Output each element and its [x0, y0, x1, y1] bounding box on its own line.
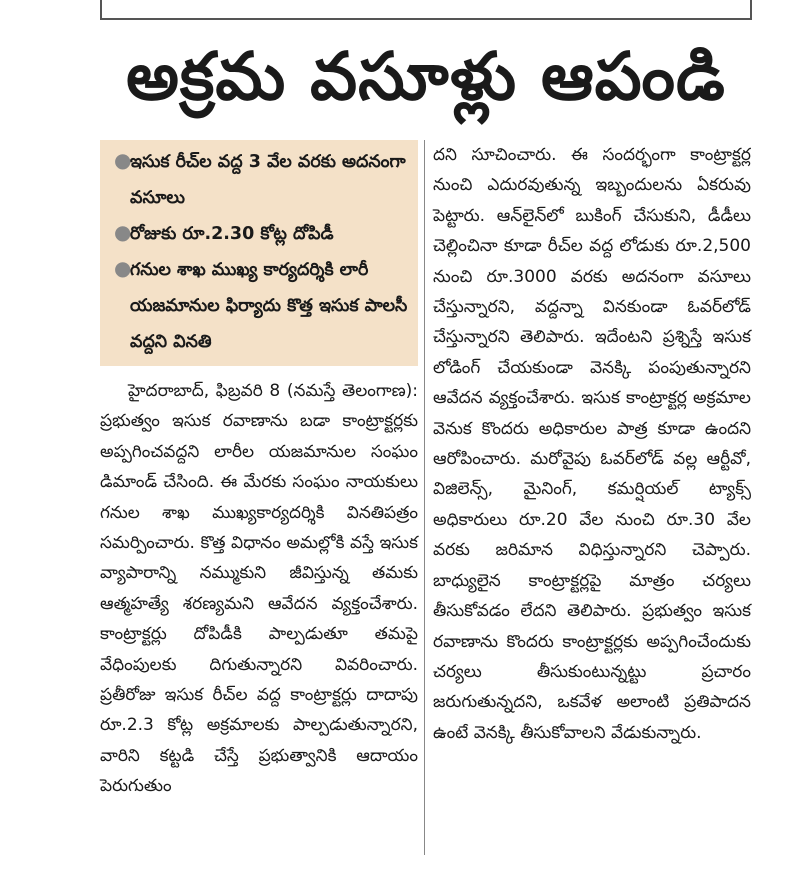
left-column — [100, 140, 418, 802]
right-column — [433, 140, 751, 748]
highlight-text: రోజుకు రూ.2.30 కోట్ల దోపిడీ — [130, 224, 334, 244]
highlight-text: ఇసుక రీచ్‌ల వద్ద 3 వేల వరకు అదనంగా వసూలు — [130, 152, 406, 208]
article-body-right: దని సూచించారు. ఈ సందర్భంగా కాంట్రాక్టర్ల నుంచి ఎదురవుతున్న ఇబ్బందులను ఏకరువు పెట్టారు. ఆన్‌లైన్‌లో బుకింగ్ చేసుకుని, డీడీలు చెల్లించినా కూడా రీచ్‌ల వద్ద లోడుకు రూ.2,500 నుంచి రూ.3000 వరకు అదనంగా వసూలు చేస్తున్నారని, వద్దన్నా వినకుండా ఓవర్‌లోడ్ చేస్తున్నారని తెలిపారు. ఇదేంటని ప్రశ్నిస్తే ఇసుక లోడింగ్ చేయకుండా వెనక్కి పంపుతున్నారని ఆవేదన వ్యక్తంచేశారు. ఇసుక కాంట్రాక్టర్ల అక్రమాల వెనుక కొందరు అధికారుల పాత్ర కూడా ఉందని ఆరోపించారు. మరోవైపు ఓవర్‌లోడ్ వల్ల ఆర్టీవో, విజిలెన్స్, మైనింగ్, కమర్షియల్ ట్యాక్స్ అధికారులు రూ.20 వేల నుంచి రూ.30 వేల వరకు జరిమాన విధిస్తున్నారని చెప్పారు. బాధ్యులైన కాంట్రాక్టర్లపై మాత్రం చర్యలు తీసుకోవడం లేదని తెలిపారు. ప్రభుత్వం ఇసుక రవాణాను కొందరు కాంట్రాక్టర్లకు అప్పగించేందుకు చర్యలు తీసుకుంటున్నట్టు ప్రచారం జరుగుతున్నదని, ఒకవేళ అలాంటి ప్రతిపాదన ఉంటే వెనక్కి తీసుకోవాలని వేడుకున్నారు. — [433, 145, 751, 743]
bullet-dot-icon: ● — [114, 256, 132, 280]
bullet-dot-icon: ● — [114, 220, 132, 244]
highlight-item — [114, 216, 412, 252]
highlight-text: గనుల శాఖ ముఖ్య కార్యదర్శికి లారీ యజమానుల ఫిర్యాదు కొత్త ఇసుక పాలసీ వద్దని వినతి — [130, 260, 408, 352]
frame-border — [100, 0, 752, 18]
highlight-item — [114, 144, 412, 216]
highlight-item — [114, 252, 412, 360]
top-rule — [100, 18, 752, 20]
highlights-box — [100, 140, 418, 366]
bullet-dot-icon: ● — [114, 148, 132, 172]
column-divider — [424, 140, 425, 855]
headline: అక్రమ వసూళ్లు ఆపండి — [126, 38, 726, 115]
article-body-left: హైదరాబాద్, ఫిబ్రవరి 8 (నమస్తే తెలంగాణ): ప్రభుత్వం ఇసుక రవాణాను బడా కాంట్రాక్టర్లకు అప్పగించవద్దని లారీల యజమానుల సంఘం డిమాండ్ చేసింది. ఈ మేరకు సంఘం నాయకులు గనుల శాఖ ముఖ్యకార్యదర్శికి వినతిపత్రం సమర్పించారు. కొత్త విధానం అమల్లోకి వస్తే ఇసుక వ్యాపారాన్ని నమ్ముకుని జీవిస్తున్న తమకు ఆత్మహత్యే శరణ్యమని ఆవేదన వ్యక్తంచేశారు. కాంట్రాక్టర్లు దోపిడీకి పాల్పడుతూ తమపై వేధింపులకు దిగుతున్నారని వివరించారు. ప్రతీరోజు ఇసుక రీచ్‌ల వద్ద కాంట్రాక్టర్లు దాదాపు రూ.2.3 కోట్ల అక్రమాలకు పాల్పడుతున్నారని, వారిని కట్టడి చేస్తే ప్రభుత్వానికి ఆదాయం పెరుగుతుం — [100, 381, 418, 797]
